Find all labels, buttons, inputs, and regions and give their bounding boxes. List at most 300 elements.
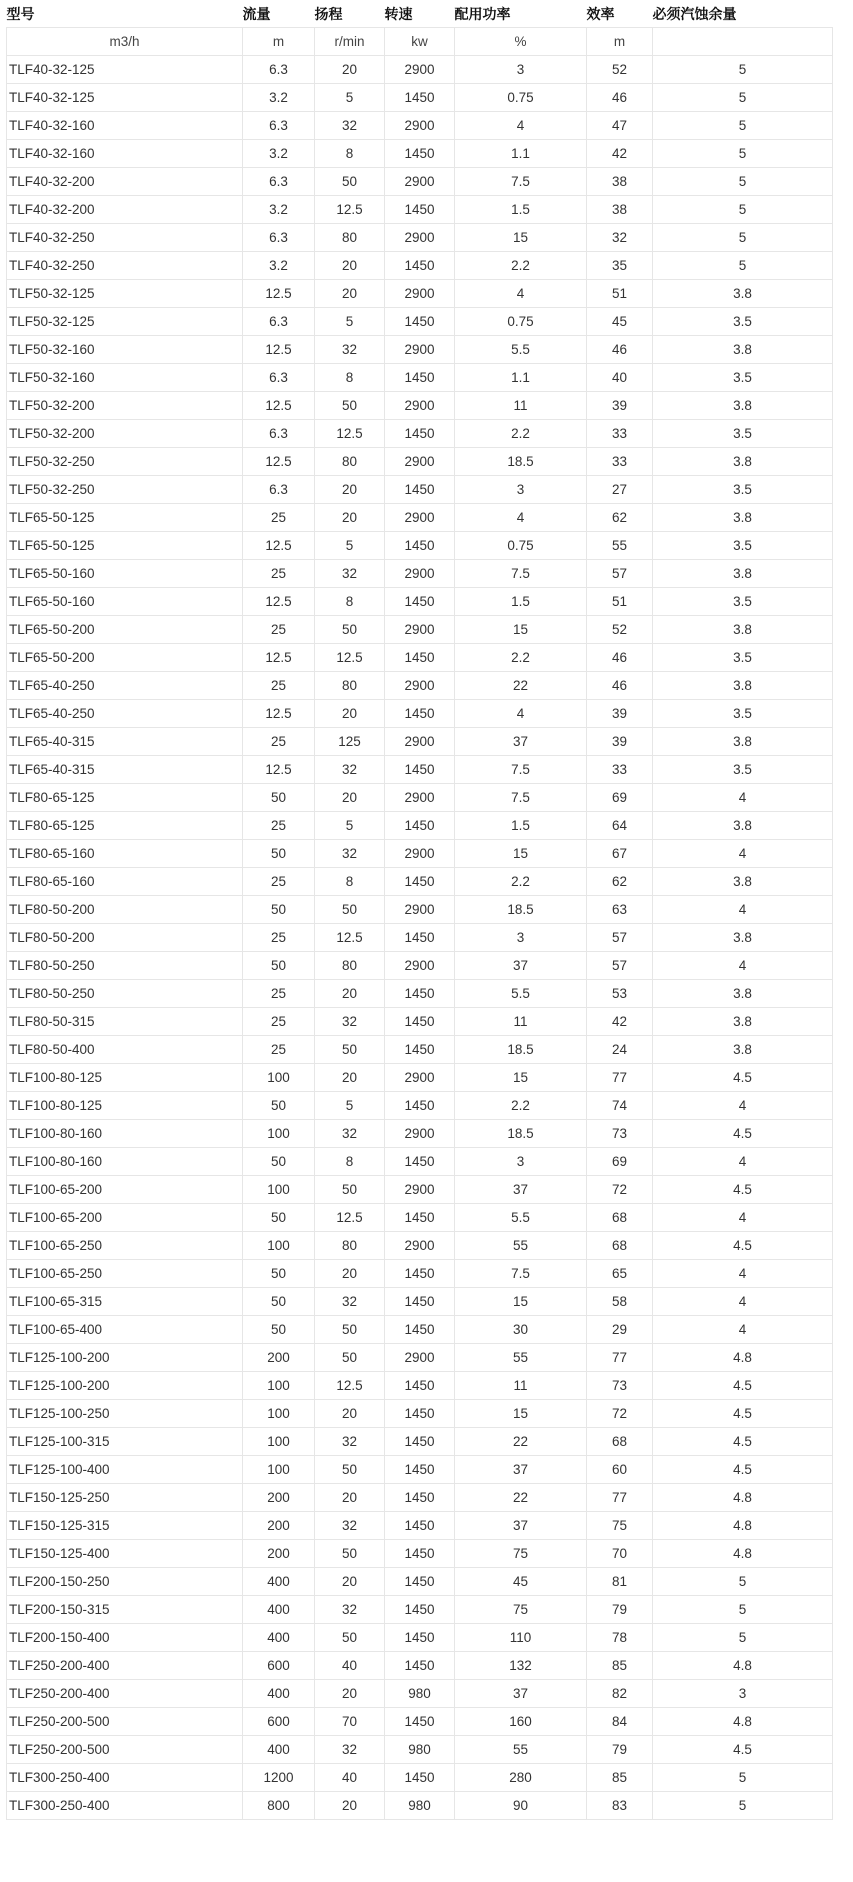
table-row	[7, 840, 833, 868]
cell-flow: 25	[243, 560, 315, 588]
cell-efficiency: 35	[587, 252, 653, 280]
cell-speed: 1450	[385, 868, 455, 896]
cell-head: 32	[315, 1596, 385, 1624]
cell-efficiency: 42	[587, 140, 653, 168]
cell-efficiency: 85	[587, 1652, 653, 1680]
cell-efficiency: 72	[587, 1400, 653, 1428]
cell-flow: 3.2	[243, 196, 315, 224]
cell-head: 80	[315, 1232, 385, 1260]
cell-speed: 1450	[385, 1092, 455, 1120]
cell-flow: 50	[243, 840, 315, 868]
cell-efficiency: 83	[587, 1792, 653, 1820]
cell-power: 22	[455, 1428, 587, 1456]
cell-head: 20	[315, 700, 385, 728]
cell-head: 12.5	[315, 924, 385, 952]
cell-speed: 1450	[385, 1148, 455, 1176]
cell-head: 12.5	[315, 1204, 385, 1232]
cell-head: 50	[315, 1344, 385, 1372]
cell-head: 32	[315, 1512, 385, 1540]
cell-efficiency: 42	[587, 1008, 653, 1036]
cell-model: TLF100-65-200	[7, 1176, 243, 1204]
cell-power: 45	[455, 1568, 587, 1596]
cell-npsh: 4.8	[653, 1540, 833, 1568]
cell-head: 20	[315, 252, 385, 280]
cell-model: TLF100-65-200	[7, 1204, 243, 1232]
cell-speed: 1450	[385, 1428, 455, 1456]
cell-head: 5	[315, 532, 385, 560]
cell-efficiency: 32	[587, 224, 653, 252]
table-row	[7, 1708, 833, 1736]
cell-speed: 2900	[385, 448, 455, 476]
unit-power: %	[455, 28, 587, 56]
cell-head: 20	[315, 56, 385, 84]
cell-npsh: 3.8	[653, 924, 833, 952]
cell-efficiency: 68	[587, 1428, 653, 1456]
table-header	[7, 0, 833, 28]
cell-head: 40	[315, 1764, 385, 1792]
cell-power: 5.5	[455, 336, 587, 364]
cell-model: TLF80-50-315	[7, 1008, 243, 1036]
cell-power: 1.5	[455, 812, 587, 840]
cell-flow: 50	[243, 896, 315, 924]
cell-model: TLF250-200-400	[7, 1680, 243, 1708]
cell-npsh: 3.5	[653, 476, 833, 504]
table-row	[7, 952, 833, 980]
cell-npsh: 4.8	[653, 1512, 833, 1540]
cell-head: 12.5	[315, 1372, 385, 1400]
cell-speed: 1450	[385, 1400, 455, 1428]
cell-efficiency: 40	[587, 364, 653, 392]
cell-flow: 6.3	[243, 112, 315, 140]
cell-power: 7.5	[455, 560, 587, 588]
cell-power: 55	[455, 1736, 587, 1764]
table-row	[7, 1624, 833, 1652]
cell-power: 3	[455, 1148, 587, 1176]
header-npsh: 必须汽蚀余量	[652, 5, 737, 22]
cell-power: 18.5	[455, 1120, 587, 1148]
cell-model: TLF100-65-315	[7, 1288, 243, 1316]
cell-npsh: 4	[653, 1092, 833, 1120]
cell-model: TLF50-32-250	[7, 448, 243, 476]
cell-head: 50	[315, 1540, 385, 1568]
cell-npsh: 4	[653, 1260, 833, 1288]
header-speed: 转速	[384, 5, 413, 22]
cell-power: 5.5	[455, 980, 587, 1008]
table-row	[7, 1568, 833, 1596]
cell-head: 20	[315, 1064, 385, 1092]
cell-power: 4	[455, 504, 587, 532]
cell-head: 32	[315, 336, 385, 364]
cell-model: TLF50-32-125	[7, 308, 243, 336]
cell-head: 20	[315, 1680, 385, 1708]
cell-power: 3	[455, 924, 587, 952]
cell-npsh: 4	[653, 840, 833, 868]
cell-speed: 2900	[385, 168, 455, 196]
cell-speed: 1450	[385, 1008, 455, 1036]
table-row	[7, 112, 833, 140]
cell-efficiency: 68	[587, 1232, 653, 1260]
cell-npsh: 3.5	[653, 420, 833, 448]
cell-head: 32	[315, 112, 385, 140]
table-row	[7, 336, 833, 364]
table-row	[7, 1540, 833, 1568]
cell-npsh: 5	[653, 1764, 833, 1792]
cell-efficiency: 58	[587, 1288, 653, 1316]
cell-model: TLF150-125-315	[7, 1512, 243, 1540]
cell-head: 5	[315, 84, 385, 112]
cell-head: 12.5	[315, 644, 385, 672]
table-row	[7, 672, 833, 700]
cell-flow: 25	[243, 672, 315, 700]
cell-efficiency: 69	[587, 1148, 653, 1176]
cell-npsh: 4	[653, 1316, 833, 1344]
table-row	[7, 1008, 833, 1036]
cell-head: 50	[315, 896, 385, 924]
cell-speed: 2900	[385, 616, 455, 644]
cell-flow: 6.3	[243, 168, 315, 196]
cell-efficiency: 64	[587, 812, 653, 840]
table-row	[7, 224, 833, 252]
cell-efficiency: 67	[587, 840, 653, 868]
cell-efficiency: 79	[587, 1596, 653, 1624]
cell-model: TLF80-50-250	[7, 952, 243, 980]
table-row	[7, 924, 833, 952]
cell-speed: 1450	[385, 364, 455, 392]
cell-efficiency: 60	[587, 1456, 653, 1484]
cell-flow: 25	[243, 924, 315, 952]
cell-efficiency: 73	[587, 1120, 653, 1148]
cell-power: 0.75	[455, 532, 587, 560]
cell-flow: 50	[243, 1092, 315, 1120]
cell-head: 32	[315, 840, 385, 868]
cell-power: 2.2	[455, 252, 587, 280]
cell-head: 50	[315, 616, 385, 644]
cell-flow: 100	[243, 1120, 315, 1148]
cell-head: 20	[315, 1400, 385, 1428]
cell-power: 160	[455, 1708, 587, 1736]
cell-power: 1.1	[455, 364, 587, 392]
cell-efficiency: 65	[587, 1260, 653, 1288]
cell-model: TLF200-150-315	[7, 1596, 243, 1624]
cell-npsh: 4.8	[653, 1344, 833, 1372]
cell-npsh: 5	[653, 168, 833, 196]
cell-head: 50	[315, 392, 385, 420]
cell-power: 132	[455, 1652, 587, 1680]
cell-speed: 980	[385, 1736, 455, 1764]
cell-speed: 2900	[385, 952, 455, 980]
cell-efficiency: 77	[587, 1064, 653, 1092]
table-row	[7, 1456, 833, 1484]
table-row	[7, 168, 833, 196]
cell-flow: 1200	[243, 1764, 315, 1792]
cell-npsh: 4	[653, 1148, 833, 1176]
cell-flow: 200	[243, 1484, 315, 1512]
table-row	[7, 1036, 833, 1064]
cell-flow: 100	[243, 1372, 315, 1400]
table-body	[7, 28, 833, 1820]
cell-npsh: 3.5	[653, 532, 833, 560]
cell-npsh: 4	[653, 1204, 833, 1232]
cell-efficiency: 33	[587, 448, 653, 476]
cell-speed: 1450	[385, 980, 455, 1008]
cell-efficiency: 46	[587, 336, 653, 364]
unit-flow: m	[243, 28, 315, 56]
cell-efficiency: 84	[587, 1708, 653, 1736]
cell-model: TLF150-125-250	[7, 1484, 243, 1512]
table-row	[7, 784, 833, 812]
cell-speed: 2900	[385, 112, 455, 140]
cell-power: 0.75	[455, 308, 587, 336]
cell-head: 5	[315, 812, 385, 840]
cell-flow: 800	[243, 1792, 315, 1820]
table-row	[7, 1260, 833, 1288]
cell-head: 32	[315, 1428, 385, 1456]
cell-model: TLF200-150-250	[7, 1568, 243, 1596]
cell-head: 20	[315, 784, 385, 812]
cell-model: TLF65-40-250	[7, 700, 243, 728]
cell-flow: 6.3	[243, 364, 315, 392]
cell-speed: 1450	[385, 140, 455, 168]
cell-model: TLF80-65-125	[7, 784, 243, 812]
cell-power: 90	[455, 1792, 587, 1820]
cell-flow: 100	[243, 1400, 315, 1428]
cell-head: 20	[315, 980, 385, 1008]
cell-npsh: 4.5	[653, 1064, 833, 1092]
cell-flow: 400	[243, 1736, 315, 1764]
cell-npsh: 3.8	[653, 560, 833, 588]
cell-flow: 3.2	[243, 252, 315, 280]
cell-head: 50	[315, 168, 385, 196]
cell-power: 4	[455, 112, 587, 140]
cell-flow: 25	[243, 616, 315, 644]
cell-speed: 2900	[385, 784, 455, 812]
cell-power: 15	[455, 1400, 587, 1428]
cell-power: 11	[455, 392, 587, 420]
cell-head: 80	[315, 224, 385, 252]
cell-npsh: 5	[653, 56, 833, 84]
cell-flow: 50	[243, 1148, 315, 1176]
cell-model: TLF50-32-160	[7, 364, 243, 392]
cell-speed: 980	[385, 1792, 455, 1820]
cell-speed: 1450	[385, 1036, 455, 1064]
table-row	[7, 1484, 833, 1512]
cell-efficiency: 47	[587, 112, 653, 140]
cell-model: TLF65-50-200	[7, 616, 243, 644]
cell-efficiency: 33	[587, 756, 653, 784]
table-row	[7, 532, 833, 560]
cell-flow: 100	[243, 1232, 315, 1260]
cell-speed: 2900	[385, 336, 455, 364]
table-row	[7, 1232, 833, 1260]
pump-spec-table	[6, 0, 833, 1820]
cell-speed: 1450	[385, 252, 455, 280]
cell-flow: 12.5	[243, 588, 315, 616]
cell-flow: 12.5	[243, 756, 315, 784]
cell-power: 18.5	[455, 896, 587, 924]
cell-flow: 12.5	[243, 532, 315, 560]
cell-flow: 200	[243, 1512, 315, 1540]
cell-head: 32	[315, 1120, 385, 1148]
cell-power: 11	[455, 1008, 587, 1036]
cell-efficiency: 74	[587, 1092, 653, 1120]
cell-npsh: 3.5	[653, 756, 833, 784]
table-row	[7, 252, 833, 280]
cell-efficiency: 77	[587, 1344, 653, 1372]
cell-speed: 1450	[385, 1260, 455, 1288]
cell-flow: 50	[243, 1260, 315, 1288]
cell-model: TLF65-50-125	[7, 532, 243, 560]
table-row	[7, 896, 833, 924]
cell-model: TLF50-32-200	[7, 392, 243, 420]
cell-speed: 2900	[385, 896, 455, 924]
cell-model: TLF250-200-500	[7, 1708, 243, 1736]
cell-flow: 50	[243, 1204, 315, 1232]
cell-efficiency: 79	[587, 1736, 653, 1764]
cell-efficiency: 52	[587, 56, 653, 84]
cell-head: 5	[315, 1092, 385, 1120]
cell-power: 110	[455, 1624, 587, 1652]
cell-efficiency: 24	[587, 1036, 653, 1064]
unit-model: m3/h	[7, 28, 243, 56]
cell-head: 50	[315, 1036, 385, 1064]
cell-power: 75	[455, 1596, 587, 1624]
cell-model: TLF80-65-125	[7, 812, 243, 840]
cell-flow: 12.5	[243, 280, 315, 308]
cell-head: 20	[315, 476, 385, 504]
cell-head: 8	[315, 588, 385, 616]
cell-npsh: 3.8	[653, 392, 833, 420]
cell-speed: 2900	[385, 840, 455, 868]
cell-npsh: 5	[653, 196, 833, 224]
table-row	[7, 560, 833, 588]
cell-npsh: 5	[653, 112, 833, 140]
cell-flow: 100	[243, 1064, 315, 1092]
cell-power: 15	[455, 1064, 587, 1092]
cell-efficiency: 33	[587, 420, 653, 448]
cell-speed: 1450	[385, 700, 455, 728]
cell-npsh: 4.5	[653, 1428, 833, 1456]
cell-flow: 100	[243, 1176, 315, 1204]
cell-power: 7.5	[455, 756, 587, 784]
unit-efficiency: m	[587, 28, 653, 56]
cell-power: 37	[455, 1512, 587, 1540]
cell-efficiency: 46	[587, 672, 653, 700]
cell-speed: 2900	[385, 56, 455, 84]
cell-flow: 50	[243, 952, 315, 980]
cell-head: 80	[315, 672, 385, 700]
cell-flow: 12.5	[243, 700, 315, 728]
cell-model: TLF125-100-315	[7, 1428, 243, 1456]
cell-speed: 1450	[385, 1596, 455, 1624]
cell-power: 3	[455, 56, 587, 84]
cell-model: TLF100-80-160	[7, 1148, 243, 1176]
cell-model: TLF65-50-160	[7, 560, 243, 588]
cell-speed: 2900	[385, 728, 455, 756]
header-power: 配用功率	[454, 5, 511, 22]
cell-model: TLF80-50-200	[7, 896, 243, 924]
cell-efficiency: 62	[587, 504, 653, 532]
cell-head: 80	[315, 448, 385, 476]
cell-flow: 200	[243, 1540, 315, 1568]
cell-npsh: 3.8	[653, 616, 833, 644]
cell-power: 5.5	[455, 1204, 587, 1232]
header-flow: 流量	[242, 5, 271, 22]
cell-power: 11	[455, 1372, 587, 1400]
cell-model: TLF125-100-200	[7, 1372, 243, 1400]
table-row	[7, 1512, 833, 1540]
cell-npsh: 4.5	[653, 1400, 833, 1428]
cell-npsh: 4.5	[653, 1736, 833, 1764]
table-row	[7, 1092, 833, 1120]
cell-head: 20	[315, 504, 385, 532]
cell-speed: 2900	[385, 1064, 455, 1092]
cell-npsh: 3.8	[653, 448, 833, 476]
cell-power: 4	[455, 700, 587, 728]
cell-model: TLF80-65-160	[7, 840, 243, 868]
cell-flow: 3.2	[243, 84, 315, 112]
cell-head: 20	[315, 280, 385, 308]
cell-flow: 6.3	[243, 308, 315, 336]
table-row	[7, 1764, 833, 1792]
table-row	[7, 364, 833, 392]
cell-head: 32	[315, 1288, 385, 1316]
cell-power: 37	[455, 728, 587, 756]
cell-efficiency: 81	[587, 1568, 653, 1596]
table-row	[7, 84, 833, 112]
cell-power: 30	[455, 1316, 587, 1344]
cell-npsh: 4.5	[653, 1456, 833, 1484]
cell-speed: 2900	[385, 224, 455, 252]
cell-speed: 1450	[385, 476, 455, 504]
cell-power: 15	[455, 616, 587, 644]
cell-head: 50	[315, 1624, 385, 1652]
cell-npsh: 3.5	[653, 644, 833, 672]
cell-efficiency: 46	[587, 84, 653, 112]
cell-npsh: 3.8	[653, 336, 833, 364]
cell-flow: 6.3	[243, 476, 315, 504]
cell-efficiency: 46	[587, 644, 653, 672]
cell-efficiency: 72	[587, 1176, 653, 1204]
cell-head: 12.5	[315, 420, 385, 448]
table-row	[7, 868, 833, 896]
cell-efficiency: 75	[587, 1512, 653, 1540]
cell-flow: 25	[243, 812, 315, 840]
cell-efficiency: 52	[587, 616, 653, 644]
cell-speed: 1450	[385, 1316, 455, 1344]
cell-efficiency: 73	[587, 1372, 653, 1400]
table-row	[7, 420, 833, 448]
cell-model: TLF150-125-400	[7, 1540, 243, 1568]
cell-head: 40	[315, 1652, 385, 1680]
cell-power: 55	[455, 1344, 587, 1372]
cell-speed: 1450	[385, 532, 455, 560]
cell-npsh: 3.5	[653, 364, 833, 392]
cell-npsh: 5	[653, 1596, 833, 1624]
cell-model: TLF80-65-160	[7, 868, 243, 896]
table-row	[7, 1204, 833, 1232]
table-row	[7, 812, 833, 840]
cell-npsh: 4.8	[653, 1484, 833, 1512]
cell-model: TLF80-50-400	[7, 1036, 243, 1064]
cell-speed: 1450	[385, 1540, 455, 1568]
cell-efficiency: 85	[587, 1764, 653, 1792]
cell-flow: 12.5	[243, 448, 315, 476]
cell-power: 3	[455, 476, 587, 504]
cell-efficiency: 38	[587, 168, 653, 196]
cell-flow: 6.3	[243, 420, 315, 448]
cell-efficiency: 55	[587, 532, 653, 560]
cell-speed: 2900	[385, 392, 455, 420]
